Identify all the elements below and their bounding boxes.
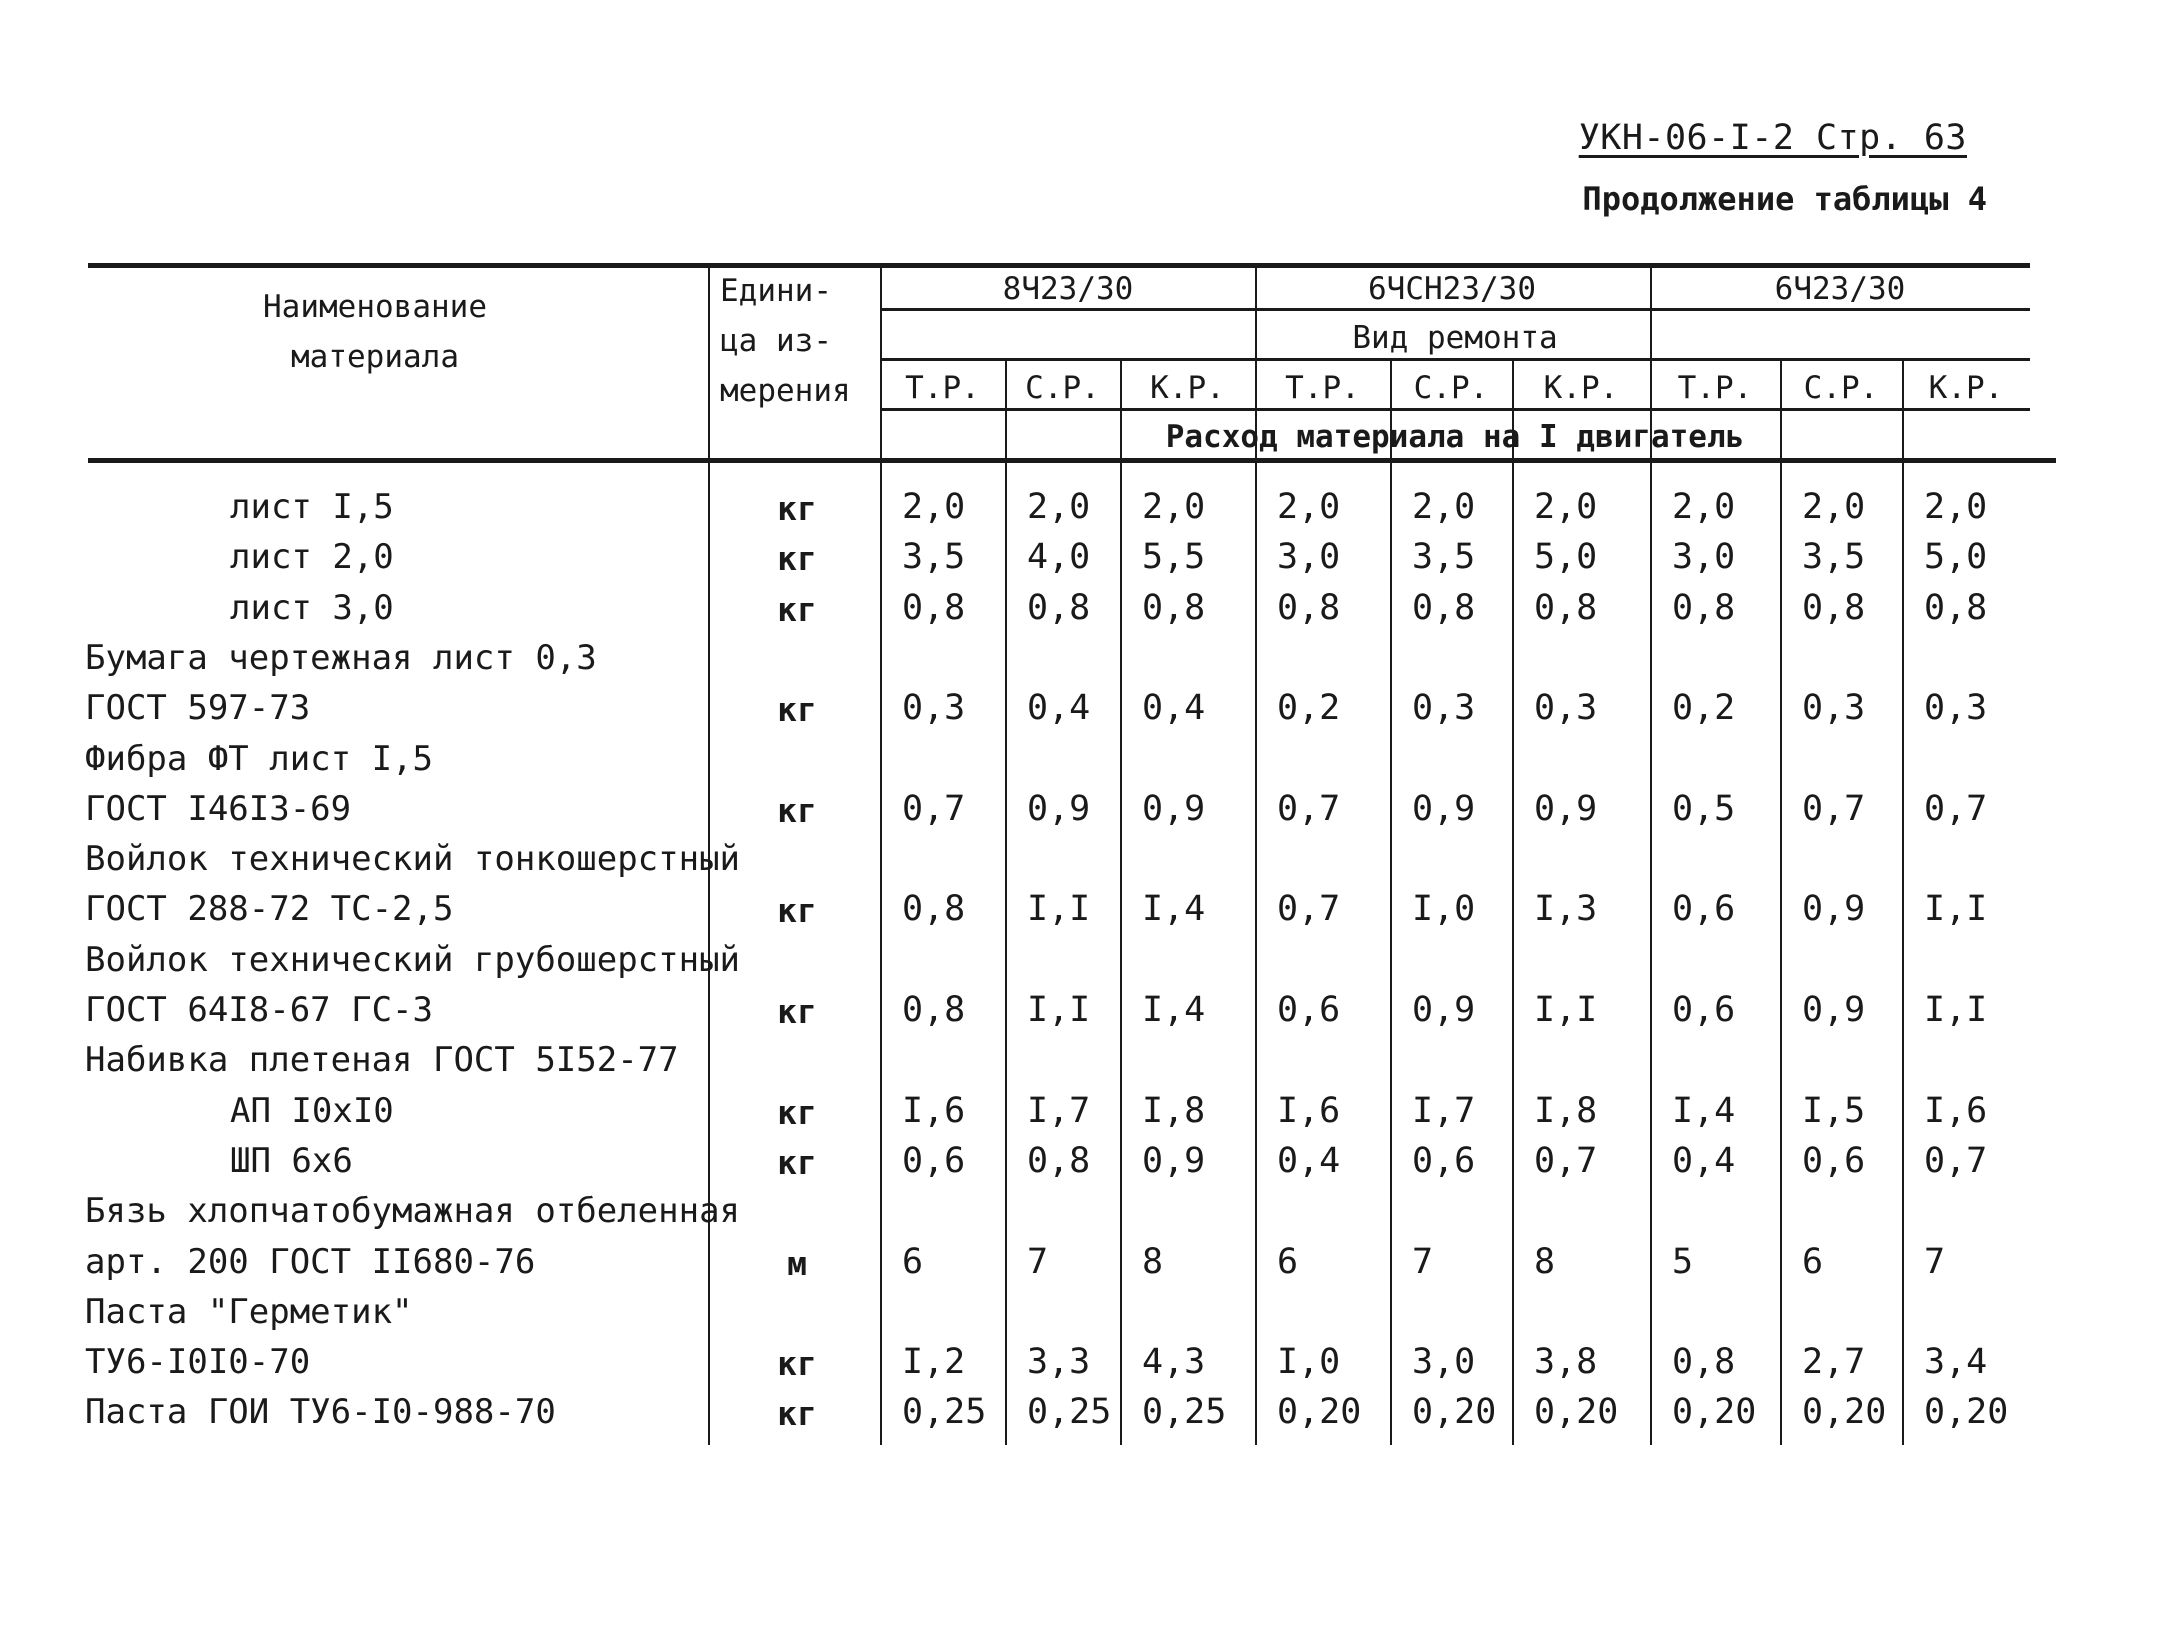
value-cell: 3,5 <box>1802 537 1866 578</box>
value-cell: I,0 <box>1412 889 1476 930</box>
material-name: Паста ГОИ ТУ6-I0-988-70 <box>85 1392 556 1433</box>
material-header-line: Наименование <box>263 289 487 325</box>
material-name: Бумага чертежная лист 0,3 <box>85 637 597 678</box>
value-cell: 0,4 <box>1027 688 1091 729</box>
value-cell: 5 <box>1672 1241 1694 1282</box>
value-cell: 3,8 <box>1534 1342 1598 1383</box>
unit-cell: м <box>787 1243 807 1283</box>
value-cell: 0,6 <box>1802 1140 1866 1181</box>
value-cell: 0,6 <box>1672 889 1736 930</box>
repair-type-label: С.Р. <box>1025 370 1100 406</box>
value-cell: I,4 <box>1142 990 1206 1030</box>
value-cell: 0,8 <box>902 889 966 930</box>
value-cell: 4,3 <box>1142 1342 1206 1383</box>
value-cell: 0,7 <box>1924 788 1988 829</box>
value-cell: 6 <box>1802 1241 1824 1282</box>
value-cell: 3,5 <box>1412 537 1476 578</box>
value-cell: 2,0 <box>1277 487 1341 527</box>
value-cell: 4,0 <box>1027 537 1091 578</box>
repair-type-label: К.Р. <box>1928 370 2004 406</box>
value-cell: 0,6 <box>902 1140 966 1181</box>
value-cell: 6 <box>902 1241 924 1282</box>
unit-cell: кг <box>777 790 817 830</box>
value-cell: 0,4 <box>1142 688 1206 729</box>
material-name: АП I0xI0 <box>230 1090 394 1131</box>
value-cell: I,2 <box>902 1342 966 1383</box>
value-cell: 0,20 <box>1277 1392 1362 1433</box>
unit-cell: кг <box>777 589 817 629</box>
value-cell: I,I <box>1534 990 1598 1030</box>
value-cell: 0,8 <box>1802 587 1866 628</box>
value-cell: 7 <box>1924 1241 1946 1282</box>
value-cell: 0,8 <box>1412 587 1476 628</box>
repair-type-label: К.Р. <box>1150 370 1225 406</box>
value-cell: 0,8 <box>902 990 966 1030</box>
value-cell: 0,20 <box>1534 1392 1619 1433</box>
value-cell: I,0 <box>1277 1342 1341 1383</box>
value-cell: 0,9 <box>1027 788 1091 829</box>
engine-header-rule <box>880 308 2030 311</box>
unit-header-line: ца из- <box>720 323 832 359</box>
header-bottom-rule <box>88 458 2056 463</box>
material-name: Бязь хлопчатобумажная отбеленная <box>85 1191 741 1232</box>
material-name: Войлок технический тонкошерстный <box>85 839 741 880</box>
value-cell: 0,20 <box>1412 1392 1497 1433</box>
value-cell: 3,4 <box>1924 1342 1988 1383</box>
value-cell: 0,20 <box>1924 1392 2009 1433</box>
engine-header: 6Ч23/30 <box>1774 271 1906 307</box>
value-cell: 0,25 <box>1027 1392 1112 1433</box>
value-cell: 0,9 <box>1412 990 1476 1030</box>
value-cell: 3,0 <box>1412 1342 1476 1383</box>
repair-column-divider <box>1512 358 1514 1445</box>
value-cell: 0,9 <box>1142 788 1206 829</box>
value-cell: 5,0 <box>1534 537 1598 578</box>
value-cell: 0,9 <box>1802 990 1866 1030</box>
value-cell: 2,0 <box>902 487 966 527</box>
value-cell: I,7 <box>1027 1090 1091 1131</box>
consumption-header: Расход материала на I двигатель <box>1165 419 1745 455</box>
repair-column-divider <box>1390 358 1392 1445</box>
value-cell: 0,8 <box>1672 1342 1736 1383</box>
repair-column-divider <box>1780 358 1782 1445</box>
value-cell: I,I <box>1924 990 1988 1030</box>
value-cell: I,6 <box>1924 1090 1988 1131</box>
material-name: лист I,5 <box>230 487 394 527</box>
material-name: арт. 200 ГОСТ II680-76 <box>85 1241 536 1282</box>
value-cell: 0,9 <box>1534 788 1598 829</box>
repair-type-label: Т.Р. <box>1285 370 1360 406</box>
unit-cell: кг <box>777 690 817 730</box>
value-cell: 0,3 <box>902 688 966 729</box>
unit-cell: кг <box>777 992 817 1031</box>
table-continuation-label: Продолжение таблицы 4 <box>1582 180 1987 218</box>
value-cell: I,6 <box>1277 1090 1341 1131</box>
unit-cell: кг <box>777 1344 817 1384</box>
unit-cell: кг <box>777 1142 817 1182</box>
value-cell: 7 <box>1412 1241 1434 1282</box>
value-cell: 2,0 <box>1142 487 1206 527</box>
value-cell: 0,8 <box>902 587 966 628</box>
unit-cell: кг <box>777 891 817 931</box>
value-cell: 0,7 <box>1277 788 1341 829</box>
value-cell: 0,9 <box>1802 889 1866 930</box>
value-cell: 0,3 <box>1924 688 1988 729</box>
value-cell: 2,0 <box>1534 487 1598 527</box>
value-cell: 2,0 <box>1672 487 1736 527</box>
value-cell: 6 <box>1277 1241 1299 1282</box>
value-cell: I,4 <box>1142 889 1206 930</box>
value-cell: 2,0 <box>1027 487 1091 527</box>
repair-type-label: С.Р. <box>1803 370 1879 406</box>
material-name: ТУ6-I0I0-70 <box>85 1342 311 1383</box>
value-cell: 0,5 <box>1672 788 1736 829</box>
value-cell: 0,4 <box>1277 1140 1341 1181</box>
value-cell: I,I <box>1924 889 1988 930</box>
value-cell: 0,7 <box>1802 788 1866 829</box>
value-cell: I,6 <box>902 1090 966 1131</box>
value-cell: 0,6 <box>1412 1140 1476 1181</box>
material-name: Фибра ФТ лист I,5 <box>85 738 433 779</box>
repair-column-divider <box>1005 358 1007 1445</box>
value-cell: 0,20 <box>1802 1392 1887 1433</box>
repair-type-label: Т.Р. <box>1677 370 1753 406</box>
value-cell: 0,9 <box>1142 1140 1206 1181</box>
repair-column-divider <box>1120 358 1122 1445</box>
value-cell: 0,3 <box>1412 688 1476 729</box>
value-cell: 2,0 <box>1924 487 1988 527</box>
repair-labels-rule <box>880 408 2030 411</box>
material-name: лист 2,0 <box>230 537 394 578</box>
values-column-divider <box>880 263 882 1445</box>
value-cell: 0,8 <box>1672 587 1736 628</box>
value-cell: 0,8 <box>1924 587 1988 628</box>
value-cell: I,4 <box>1672 1090 1736 1131</box>
value-cell: 8 <box>1142 1241 1164 1282</box>
material-name: ГОСТ 64I8-67 ГС-3 <box>85 990 433 1030</box>
value-cell: 0,6 <box>1672 990 1736 1030</box>
value-cell: 0,7 <box>1924 1140 1988 1181</box>
value-cell: 2,0 <box>1802 487 1866 527</box>
value-cell: 2,7 <box>1802 1342 1866 1383</box>
value-cell: I,8 <box>1142 1090 1206 1131</box>
repair-type-header-rule <box>880 358 2030 361</box>
value-cell: 0,25 <box>1142 1392 1227 1433</box>
value-cell: 8 <box>1534 1241 1556 1282</box>
value-cell: 0,20 <box>1672 1392 1757 1433</box>
value-cell: I,7 <box>1412 1090 1476 1131</box>
value-cell: 2,0 <box>1412 487 1476 527</box>
value-cell: I,I <box>1027 889 1091 930</box>
material-name: Паста "Герметик" <box>85 1291 413 1332</box>
unit-cell: кг <box>777 539 817 579</box>
value-cell: 0,8 <box>1534 587 1598 628</box>
repair-column-divider <box>1902 358 1904 1445</box>
repair-type-label: К.Р. <box>1543 370 1619 406</box>
value-cell: 0,25 <box>902 1392 987 1433</box>
unit-header-line: мерения <box>720 373 851 409</box>
value-cell: 3,0 <box>1672 537 1736 578</box>
material-name: ГОСТ 597-73 <box>85 688 311 729</box>
document-code: УКН-06-I-2 Стр. 63 <box>1578 118 1967 158</box>
value-cell: 0,7 <box>1277 889 1341 930</box>
engine-header: 6ЧСН23/30 <box>1368 271 1536 307</box>
material-header-line: материала <box>291 339 459 375</box>
value-cell: 7 <box>1027 1241 1049 1282</box>
value-cell: 0,9 <box>1412 788 1476 829</box>
material-name: лист 3,0 <box>230 587 394 628</box>
material-name: ГОСТ 288-72 ТС-2,5 <box>85 889 454 930</box>
value-cell: 0,8 <box>1142 587 1206 628</box>
repair-type-label: Т.Р. <box>905 370 980 406</box>
value-cell: I,I <box>1027 990 1091 1030</box>
value-cell: 0,7 <box>1534 1140 1598 1181</box>
value-cell: I,8 <box>1534 1090 1598 1131</box>
value-cell: 0,8 <box>1277 587 1341 628</box>
value-cell: I,5 <box>1802 1090 1866 1131</box>
engine-header: 8Ч23/30 <box>1002 271 1134 307</box>
value-cell: 0,2 <box>1277 688 1341 729</box>
repair-type-label: С.Р. <box>1413 370 1489 406</box>
unit-cell: кг <box>777 1092 817 1132</box>
value-cell: 0,3 <box>1802 688 1866 729</box>
unit-header-line: Едини- <box>720 273 832 309</box>
value-cell: 0,8 <box>1027 1140 1091 1181</box>
material-name: Войлок технический грубошерстный <box>85 939 741 980</box>
value-cell: 0,7 <box>902 788 966 829</box>
value-cell: I,3 <box>1534 889 1598 930</box>
value-cell: 0,2 <box>1672 688 1736 729</box>
value-cell: 0,8 <box>1027 587 1091 628</box>
value-cell: 5,0 <box>1924 537 1988 578</box>
value-cell: 3,3 <box>1027 1342 1091 1383</box>
unit-cell: кг <box>777 1394 817 1434</box>
material-name: ШП 6x6 <box>230 1140 353 1181</box>
value-cell: 0,4 <box>1672 1140 1736 1181</box>
value-cell: 3,5 <box>902 537 966 578</box>
repair-type-header: Вид ремонта <box>1352 320 1558 356</box>
material-name: ГОСТ I46I3-69 <box>85 788 352 829</box>
value-cell: 0,6 <box>1277 990 1341 1030</box>
value-cell: 3,0 <box>1277 537 1341 578</box>
value-cell: 5,5 <box>1142 537 1206 578</box>
unit-cell: кг <box>777 489 817 528</box>
table-top-rule <box>88 263 2030 268</box>
value-cell: 0,3 <box>1534 688 1598 729</box>
material-name: Набивка плетеная ГОСТ 5I52-77 <box>85 1040 679 1081</box>
